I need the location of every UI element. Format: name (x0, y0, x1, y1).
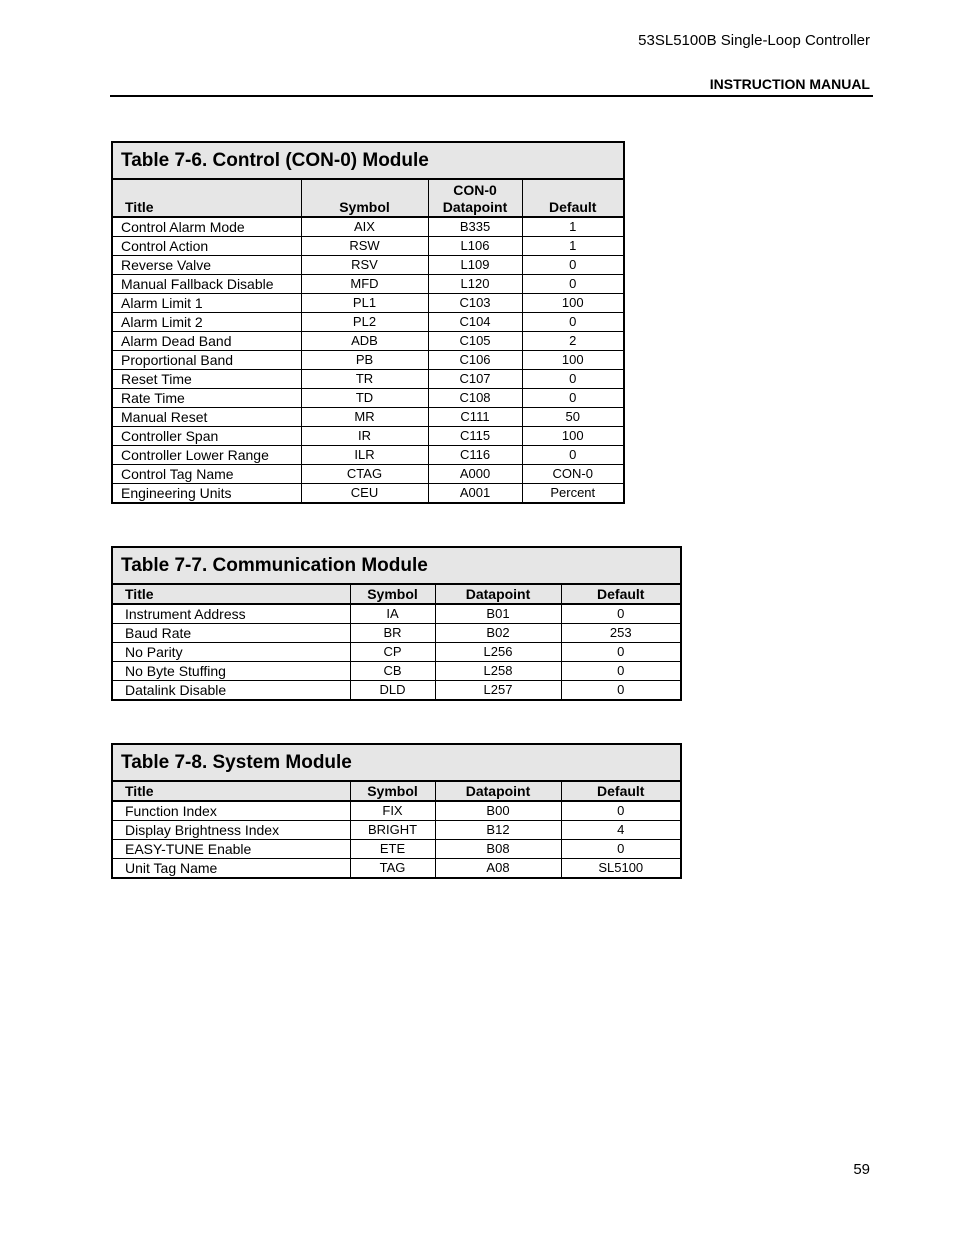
table-caption: Table 7-7. Communication Module (112, 547, 681, 584)
cell-symbol: MR (301, 408, 428, 427)
cell-symbol: IA (350, 604, 435, 624)
cell-symbol: TD (301, 389, 428, 408)
cell-symbol: CEU (301, 484, 428, 504)
cell-title: Reverse Valve (112, 256, 301, 275)
cell-default: 0 (522, 275, 624, 294)
table-row (112, 256, 624, 275)
column-header (435, 781, 561, 801)
cell-title: Controller Span (112, 427, 301, 446)
cell-symbol: CB (350, 662, 435, 681)
cell-default: 0 (561, 801, 681, 821)
table-communication-module (111, 546, 682, 701)
cell-datapoint: B335 (428, 217, 522, 237)
cell-datapoint: A08 (435, 859, 561, 879)
cell-datapoint: L109 (428, 256, 522, 275)
cell-title: Control Action (112, 237, 301, 256)
cell-title: Rate Time (112, 389, 301, 408)
table-row (112, 313, 624, 332)
cell-title: Display Brightness Index (112, 821, 350, 840)
cell-symbol: BR (350, 624, 435, 643)
table-row (112, 275, 624, 294)
cell-datapoint: L257 (435, 681, 561, 701)
cell-symbol: TAG (350, 859, 435, 879)
cell-title: Unit Tag Name (112, 859, 350, 879)
column-header-row (112, 781, 681, 801)
table-row (112, 681, 681, 701)
cell-datapoint: C104 (428, 313, 522, 332)
cell-datapoint: B01 (435, 604, 561, 624)
cell-title: EASY-TUNE Enable (112, 840, 350, 859)
cell-title: No Byte Stuffing (112, 662, 350, 681)
table-control-module (111, 141, 625, 504)
cell-default: 0 (561, 643, 681, 662)
column-header-line: Datapoint (465, 783, 531, 799)
cell-datapoint: C105 (428, 332, 522, 351)
column-header-row (112, 584, 681, 604)
cell-default: SL5100 (561, 859, 681, 879)
cell-symbol: FIX (350, 801, 435, 821)
column-header (301, 179, 428, 217)
table-caption: Table 7-6. Control (CON-0) Module (112, 142, 624, 179)
cell-datapoint: C108 (428, 389, 522, 408)
table-caption: Table 7-8. System Module (112, 744, 681, 781)
table-system-module (111, 743, 682, 879)
cell-symbol: IR (301, 427, 428, 446)
cell-symbol: ETE (350, 840, 435, 859)
cell-title: Function Index (112, 801, 350, 821)
cell-symbol: ADB (301, 332, 428, 351)
table-row (112, 294, 624, 313)
column-header (350, 781, 435, 801)
cell-default: 1 (522, 217, 624, 237)
table-row (112, 370, 624, 389)
cell-default: 0 (561, 604, 681, 624)
cell-symbol: CP (350, 643, 435, 662)
cell-symbol: MFD (301, 275, 428, 294)
cell-symbol: BRIGHT (350, 821, 435, 840)
cell-default: 0 (522, 446, 624, 465)
column-header-line: Default (597, 586, 645, 602)
cell-default: 0 (522, 370, 624, 389)
cell-default: 0 (522, 313, 624, 332)
cell-default: 1 (522, 237, 624, 256)
cell-datapoint: L258 (435, 662, 561, 681)
cell-symbol: PB (301, 351, 428, 370)
cell-title: Alarm Dead Band (112, 332, 301, 351)
column-header-line: Default (549, 199, 597, 215)
column-header-line: Datapoint (442, 199, 508, 215)
table-row (112, 217, 624, 237)
cell-datapoint: C106 (428, 351, 522, 370)
table-row (112, 801, 681, 821)
column-header (561, 584, 681, 604)
cell-symbol: DLD (350, 681, 435, 701)
cell-title: Proportional Band (112, 351, 301, 370)
cell-datapoint: B00 (435, 801, 561, 821)
cell-symbol: PL2 (301, 313, 428, 332)
table-row (112, 237, 624, 256)
cell-default: 100 (522, 351, 624, 370)
column-header (561, 781, 681, 801)
column-header-line: CON-0 (453, 182, 497, 198)
table-row (112, 427, 624, 446)
column-header-line: Default (597, 783, 645, 799)
cell-datapoint: C116 (428, 446, 522, 465)
cell-datapoint: C111 (428, 408, 522, 427)
column-header-line: Datapoint (465, 586, 531, 602)
cell-default: 0 (522, 389, 624, 408)
column-header (522, 179, 624, 217)
table-row (112, 662, 681, 681)
column-header-line: Symbol (339, 199, 390, 215)
cell-default: 2 (522, 332, 624, 351)
cell-datapoint: C115 (428, 427, 522, 446)
cell-default: 0 (561, 681, 681, 701)
column-header-line: Symbol (367, 586, 418, 602)
section-label: INSTRUCTION MANUAL (709, 76, 870, 92)
table-row (112, 643, 681, 662)
cell-default: 50 (522, 408, 624, 427)
document-title: 53SL5100B Single-Loop Controller (638, 32, 870, 49)
table-row (112, 389, 624, 408)
cell-datapoint: A000 (428, 465, 522, 484)
cell-datapoint: C103 (428, 294, 522, 313)
cell-title: Instrument Address (112, 604, 350, 624)
table-row (112, 859, 681, 879)
cell-title: Control Alarm Mode (112, 217, 301, 237)
column-header (435, 584, 561, 604)
table-row (112, 465, 624, 484)
column-header-row (112, 179, 624, 217)
table-row (112, 351, 624, 370)
cell-default: 100 (522, 294, 624, 313)
cell-default: 0 (561, 662, 681, 681)
column-header-line: Title (125, 586, 154, 602)
table-row (112, 446, 624, 465)
cell-datapoint: L106 (428, 237, 522, 256)
cell-title: Datalink Disable (112, 681, 350, 701)
cell-title: Manual Fallback Disable (112, 275, 301, 294)
cell-title: Alarm Limit 2 (112, 313, 301, 332)
cell-datapoint: A001 (428, 484, 522, 504)
column-header (350, 584, 435, 604)
cell-default: CON-0 (522, 465, 624, 484)
cell-symbol: PL1 (301, 294, 428, 313)
cell-datapoint: B12 (435, 821, 561, 840)
cell-datapoint: B02 (435, 624, 561, 643)
cell-symbol: CTAG (301, 465, 428, 484)
cell-default: 4 (561, 821, 681, 840)
cell-default: 100 (522, 427, 624, 446)
cell-default: Percent (522, 484, 624, 504)
cell-title: Alarm Limit 1 (112, 294, 301, 313)
column-header (112, 179, 301, 217)
cell-symbol: AIX (301, 217, 428, 237)
cell-title: Control Tag Name (112, 465, 301, 484)
cell-symbol: RSV (301, 256, 428, 275)
cell-default: 0 (522, 256, 624, 275)
column-header-line: Title (125, 783, 154, 799)
table-row (112, 332, 624, 351)
table-row (112, 821, 681, 840)
column-header (428, 179, 522, 217)
cell-datapoint: L256 (435, 643, 561, 662)
table-row (112, 408, 624, 427)
column-header-line: Symbol (367, 783, 418, 799)
column-header (112, 781, 350, 801)
table-row (112, 604, 681, 624)
table-row (112, 840, 681, 859)
cell-title: Controller Lower Range (112, 446, 301, 465)
cell-datapoint: L120 (428, 275, 522, 294)
cell-title: No Parity (112, 643, 350, 662)
cell-title: Engineering Units (112, 484, 301, 504)
column-header-line: Title (125, 199, 154, 215)
cell-symbol: TR (301, 370, 428, 389)
column-header (112, 584, 350, 604)
cell-default: 253 (561, 624, 681, 643)
cell-symbol: RSW (301, 237, 428, 256)
table-row (112, 484, 624, 504)
cell-title: Manual Reset (112, 408, 301, 427)
cell-datapoint: B08 (435, 840, 561, 859)
cell-title: Baud Rate (112, 624, 350, 643)
cell-symbol: ILR (301, 446, 428, 465)
cell-datapoint: C107 (428, 370, 522, 389)
header-divider (110, 95, 873, 97)
page-number: 59 (853, 1161, 870, 1178)
table-row (112, 624, 681, 643)
cell-title: Reset Time (112, 370, 301, 389)
cell-default: 0 (561, 840, 681, 859)
